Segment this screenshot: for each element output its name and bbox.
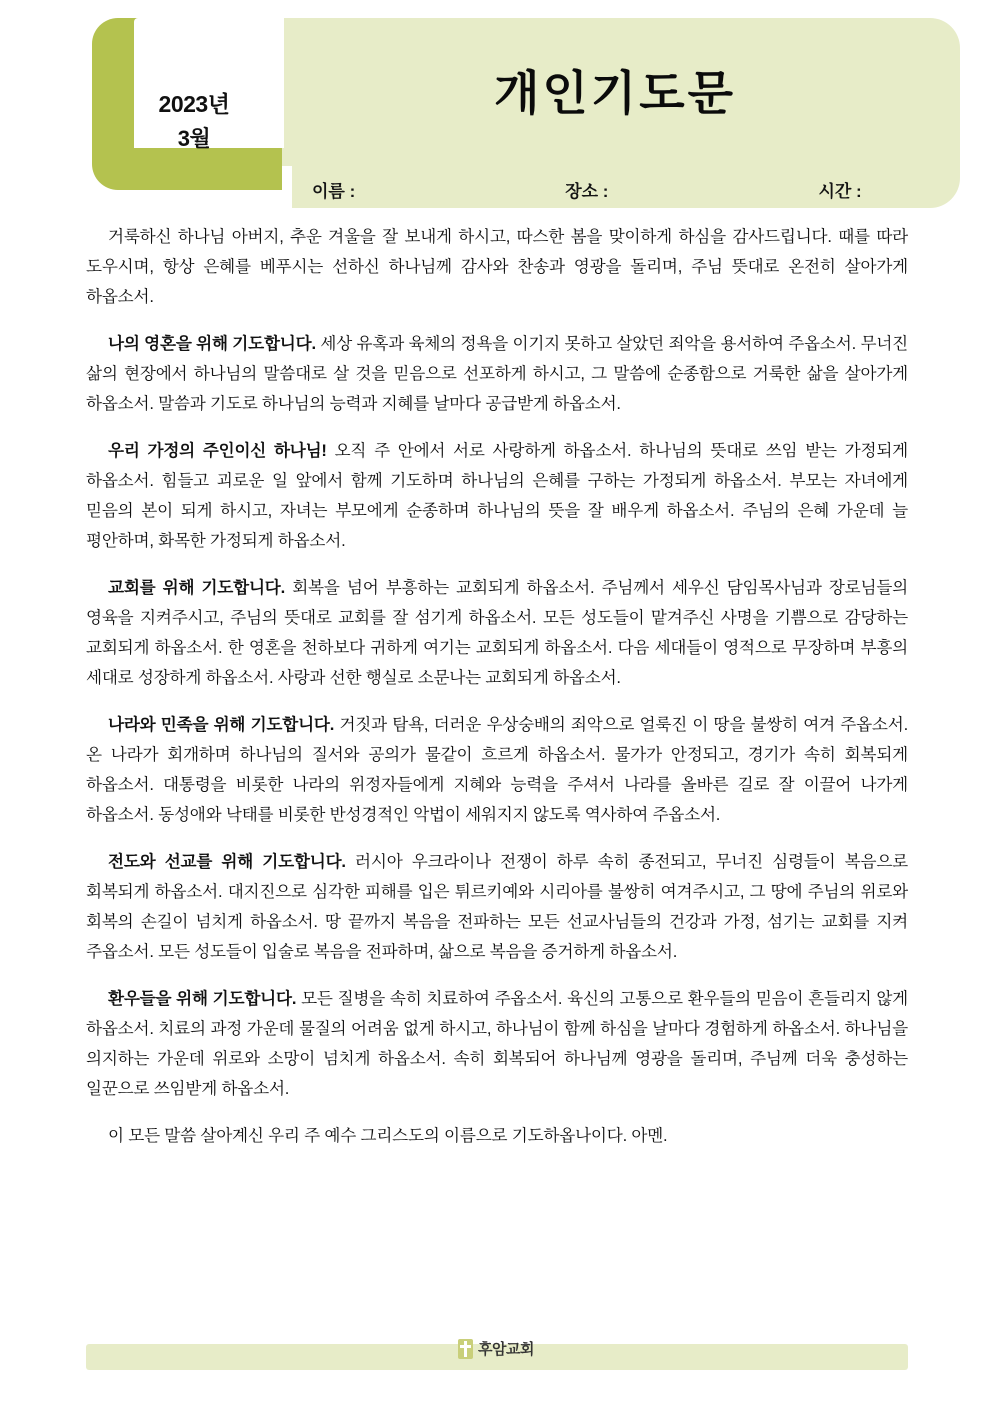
paragraph-text: 회복을 넘어 부흥하는 교회되게 하옵소서. 주님께서 세우신 담임목사님과 장로님들의 영육을 지켜주시고, 주님의 뜻대로 교회를 잘 섬기게 하옵소서. 모든 성도들이 맡겨주신 사명을 기쁨으로 감당하는 교회되게 하옵소서. 한 영혼을 천하보다 귀하게 여기는 교회되게 하옵소서. 다음 세대들이 영적으로 무장하며 부흥의 세대로 성장하게 하옵소서. 사랑과 선한 행실로 소문나는 교회되게 하옵소서. bbox=[86, 578, 908, 687]
paragraph-lead: 전도와 선교를 위해 기도합니다. bbox=[108, 852, 346, 871]
page-title: 개인기도문 bbox=[493, 66, 736, 120]
paragraph-lead: 우리 가정의 주인이신 하나님! bbox=[108, 441, 327, 460]
paragraph-lead: 나의 영혼을 위해 기도합니다. bbox=[108, 334, 316, 353]
paragraph-lead: 환우들을 위해 기도합니다. bbox=[108, 989, 297, 1008]
paragraph bbox=[86, 710, 908, 830]
paragraph-text: 오직 주 안에서 서로 사랑하게 하옵소서. 하나님의 뜻대로 쓰임 받는 가정되게 하옵소서. 힘들고 괴로운 일 앞에서 함께 기도하며 하나님의 은혜를 구하는 가정되게 하옵소서. 부모는 자녀에게 믿음의 본이 되게 하시고, 자녀는 부모에게 순종하며 하나님의 뜻을 잘 배우게 하옵소서. 주님의 은혜 가운데 늘 평안하며, 화목한 가정되게 하옵소서. bbox=[86, 441, 908, 550]
paragraph-text: 이 모든 말씀 살아계신 우리 주 예수 그리스도의 이름으로 기도하옵나이다. 아멘. bbox=[108, 1126, 668, 1145]
paragraph-lead: 나라와 민족을 위해 기도합니다. bbox=[108, 715, 335, 734]
document-header bbox=[0, 0, 992, 208]
field-name-label: 이름 : bbox=[312, 181, 356, 201]
form-fields-row bbox=[300, 174, 950, 204]
paragraph bbox=[86, 847, 908, 967]
header-month: 3월 bbox=[177, 126, 211, 151]
paragraph-text: 러시아 우크라이나 전쟁이 하루 속히 종전되고, 무너진 심령들이 복음으로 회복되게 하옵소서. 대지진으로 심각한 피해를 입은 튀르키예와 시리아를 불쌍히 여겨주시고, 그 땅에 주님의 위로와 회복의 손길이 넘치게 하옵소서. 땅 끝까지 복음을 전파하는 모든 선교사님들의 건강과 가정, 섬기는 교회를 지켜 주옵소서. 모든 성도들이 입술로 복음을 전파하며, 삶으로 복음을 증거하게 하옵소서. bbox=[86, 852, 908, 961]
footer-logo bbox=[0, 1338, 992, 1359]
paragraph bbox=[86, 573, 908, 693]
paragraph-text: 세상 유혹과 육체의 정욕을 이기지 못하고 살았던 죄악을 용서하여 주옵소서. 무너진 삶의 현장에서 하나님의 말씀대로 살 것을 믿음으로 선포하게 하시고, 그 말씀에 순종함으로 거룩한 삶을 살아가게 하옵소서. 말씀과 기도로 하나님의 능력과 지혜를 날마다 공급받게 하옵소서. bbox=[86, 334, 908, 413]
paragraph-closing bbox=[86, 1121, 908, 1151]
field-time-label: 시간 : bbox=[818, 181, 862, 201]
paragraph bbox=[86, 222, 908, 312]
field-place-label: 장소 : bbox=[565, 181, 609, 201]
paragraph bbox=[86, 436, 908, 556]
paragraph bbox=[86, 984, 908, 1104]
cross-icon bbox=[458, 1339, 473, 1359]
paragraph bbox=[86, 329, 908, 419]
field-name-input[interactable] bbox=[355, 196, 505, 197]
field-place[interactable] bbox=[565, 177, 758, 202]
header-year: 2023년 bbox=[158, 91, 230, 117]
field-time[interactable] bbox=[818, 177, 992, 202]
field-name[interactable] bbox=[312, 177, 505, 202]
paragraph-text: 모든 질병을 속히 치료하여 주옵소서. 육신의 고통으로 환우들의 믿음이 흔들리지 않게 하옵소서. 치료의 과정 가운데 물질의 어려움 없게 하시고, 하나님이 함께 하심을 날마다 경험하게 하옵소서. 하나님을 의지하는 가운데 위로와 소망이 넘치게 하옵소서. 속히 회복되어 하나님께 영광을 돌리며, 주님께 더욱 충성하는 일꾼으로 쓰임받게 하옵소서. bbox=[86, 989, 908, 1098]
paragraph-text: 거짓과 탐욕, 더러운 우상숭배의 죄악으로 얼룩진 이 땅을 불쌍히 여겨 주옵소서. 온 나라가 회개하며 하나님의 질서와 공의가 물같이 흐르게 하옵소서. 물가가 안정되고, 경기가 속히 회복되게 하옵소서. 대통령을 비롯한 나라의 위정자들에게 지혜와 능력을 주셔서 나라를 올바른 길로 잘 이끌어 나가게 하옵소서. 동성애와 낙태를 비롯한 반성경적인 악법이 세워지지 않도록 역사하여 주옵소서. bbox=[86, 715, 908, 824]
prayer-body bbox=[86, 222, 908, 1151]
field-place-input[interactable] bbox=[608, 196, 758, 197]
footer-logo-text: 후암교회 bbox=[478, 1341, 534, 1358]
paragraph-lead: 교회를 위해 기도합니다. bbox=[108, 578, 286, 597]
paragraph-text: 거룩하신 하나님 아버지, 추운 겨울을 잘 보내게 하시고, 따스한 봄을 맞이하게 하심을 감사드립니다. 때를 따라 도우시며, 항상 은혜를 베푸시는 선하신 하나님께 감사와 찬송과 영광을 돌리며, 주님 뜻대로 온전히 살아가게 하옵소서. bbox=[86, 227, 908, 306]
field-time-input[interactable] bbox=[862, 196, 992, 197]
